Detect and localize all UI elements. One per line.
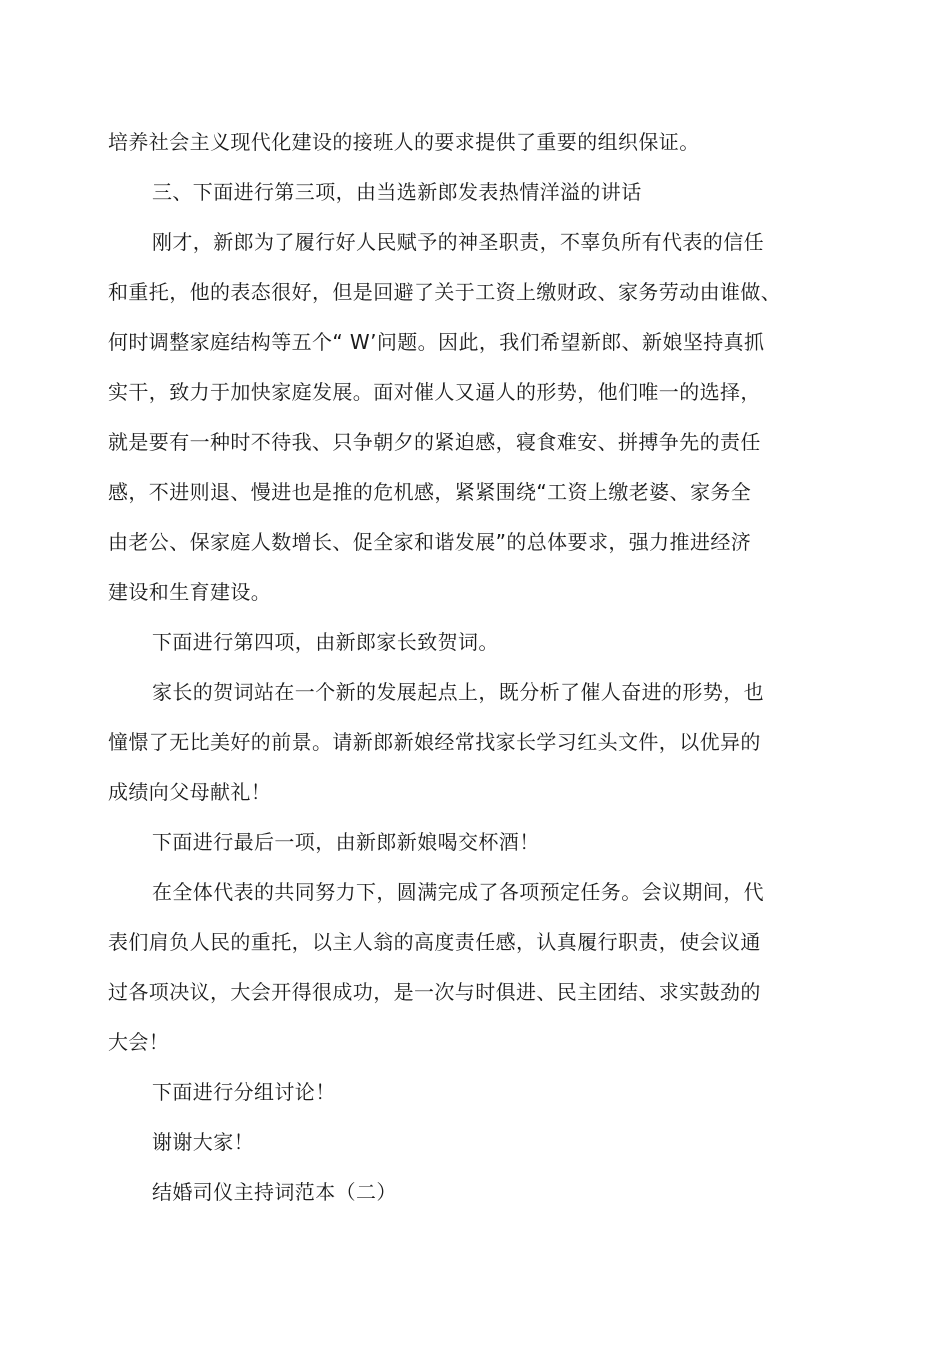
- text-line-16: 在全体代表的共同努力下，圆满完成了各项预定任务。会议期间，代: [152, 880, 764, 904]
- text-line-20: 下面进行分组讨论！: [152, 1080, 336, 1104]
- heading-item-final: 下面进行最后一项，由新郎新娘喝交杯酒！: [152, 830, 540, 854]
- text-line-8: 感，不进则退、慢进也是推的危机感，紧紧围绕“工资上缴老婆、家务全: [108, 480, 752, 504]
- text-line-7: 就是要有一种时不待我、只争朝夕的紧迫感，寝食难安、拼搏争先的责任: [108, 430, 761, 454]
- text-line-4: 和重托，他的表态很好，但是回避了关于工资上缴财政、家务劳动由谁做、: [108, 280, 782, 304]
- text-line-12: 家长的贺词站在一个新的发展起点上，既分析了催人奋进的形势，也: [152, 680, 764, 704]
- text-line-18: 过各项决议，大会开得很成功，是一次与时俱进、民主团结、求实鼓劲的: [108, 980, 761, 1004]
- text-line-1: 培养社会主义现代化建设的接班人的要求提供了重要的组织保证。: [108, 130, 700, 154]
- text-line-17: 表们肩负人民的重托，以主人翁的高度责任感，认真履行职责，使会议通: [108, 930, 761, 954]
- section-title: 结婚司仪主持词范本（二）: [152, 1180, 397, 1204]
- text-line-19: 大会！: [108, 1030, 170, 1054]
- heading-item-3: 三、下面进行第三项，由当选新郎发表热情洋溢的讲话: [152, 180, 642, 204]
- text-line-5: 何时调整家庭结构等五个“ W’问题。因此，我们希望新郎、新娘坚持真抓: [108, 330, 765, 354]
- heading-item-4: 下面进行第四项，由新郎家长致贺词。: [152, 630, 499, 654]
- text-line-21: 谢谢大家！: [152, 1130, 254, 1154]
- text-line-13: 憧憬了无比美好的前景。请新郎新娘经常找家长学习红头文件，以优异的: [108, 730, 761, 754]
- text-line-14: 成绩向父母献礼！: [108, 780, 272, 804]
- text-line-3: 刚才，新郎为了履行好人民赋予的神圣职责，不辜负所有代表的信任: [152, 230, 764, 254]
- text-line-6: 实干，致力于加快家庭发展。面对催人又逼人的形势，他们唯一的选择，: [108, 380, 761, 404]
- text-line-9: 由老公、保家庭人数增长、促全家和谐发展”的总体要求，强力推进经济: [108, 530, 752, 554]
- text-line-10: 建设和生育建设。: [108, 580, 272, 604]
